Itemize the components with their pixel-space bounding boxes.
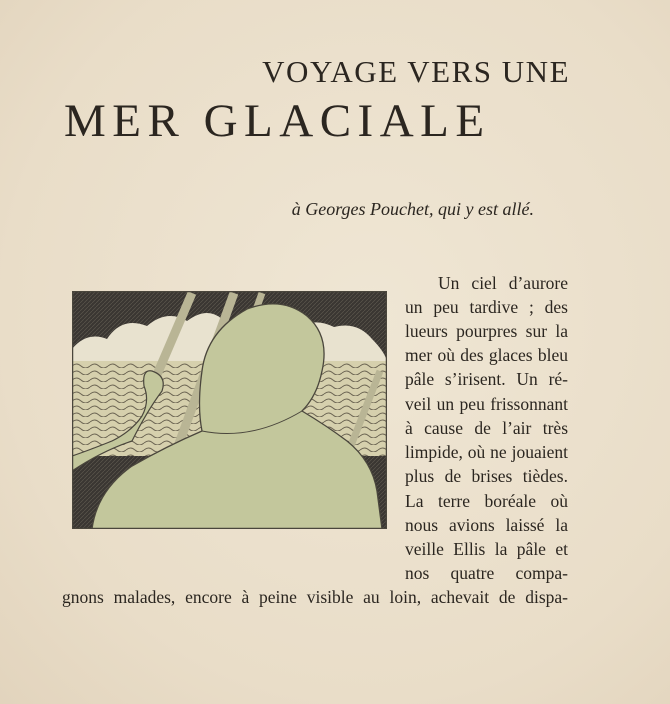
body-line: limpide, où ne jouaient <box>405 442 568 462</box>
title-line-1: VOYAGE VERS UNE <box>262 54 570 89</box>
body-line: mer où des glaces bleu <box>405 345 568 365</box>
body-line: pâle s’irisent. Un ré- <box>405 369 568 389</box>
body-line: nos quatre compa- <box>405 563 568 583</box>
body-line: Un ciel d’aurore <box>438 273 568 293</box>
body-line: gnons malades, encore à peine visible au loin, achevait de dispa- <box>62 587 568 607</box>
body-line: La terre boréale où <box>405 491 568 511</box>
sailor-at-sea-lithograph-icon <box>72 291 387 529</box>
body-line: veil un peu frissonnant <box>405 394 568 414</box>
body-line: un peu tardive ; des <box>405 297 568 317</box>
body-line: nous avions laissé la <box>405 515 568 535</box>
body-line: lueurs pourpres sur la <box>405 321 568 341</box>
title-line-2: MER GLACIALE <box>64 95 491 147</box>
body-line: à cause de l’air très <box>405 418 568 438</box>
body-line: plus de brises tièdes. <box>405 466 568 486</box>
body-line: veille Ellis la pâle et <box>405 539 568 559</box>
dedication: à Georges Pouchet, qui y est allé. <box>291 199 534 219</box>
